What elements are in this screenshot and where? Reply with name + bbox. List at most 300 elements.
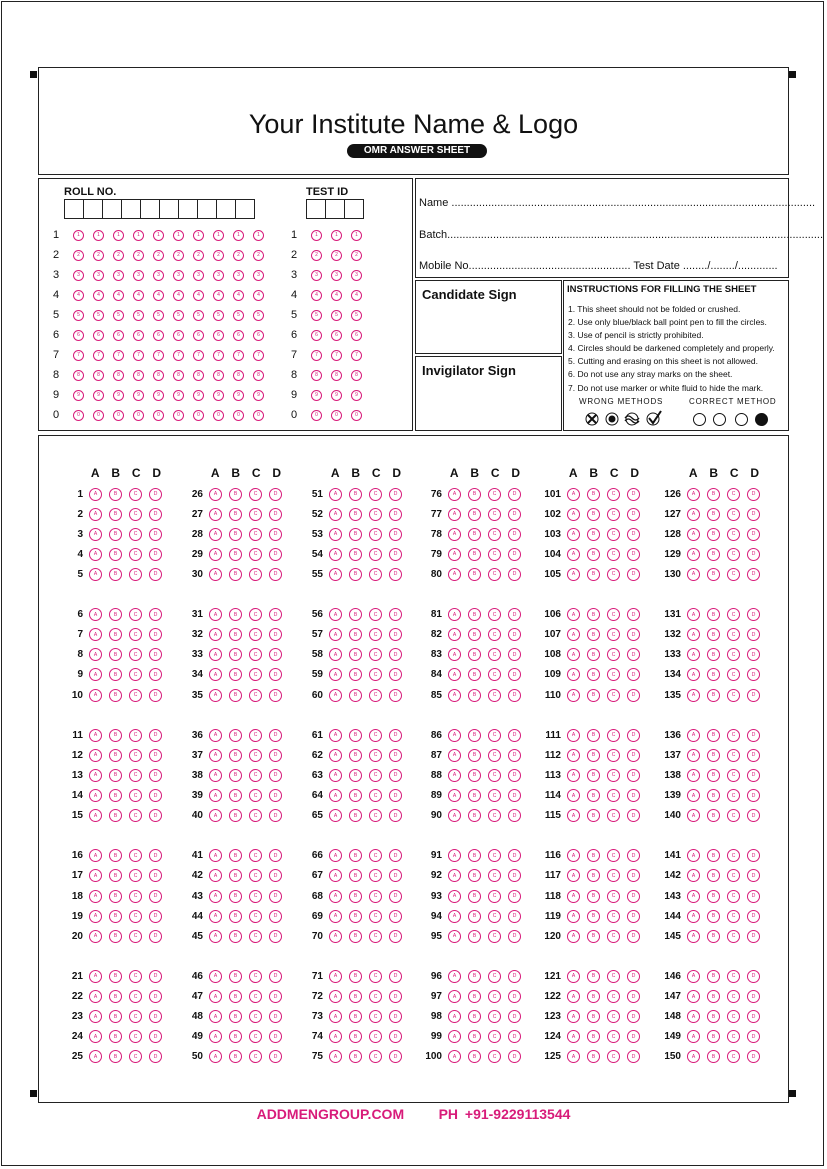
answer-bubble-c[interactable]: C: [488, 548, 501, 561]
answer-bubble-b[interactable]: B: [349, 689, 362, 702]
answer-bubble-d[interactable]: D: [627, 910, 640, 923]
answer-bubble-a[interactable]: A: [209, 628, 222, 641]
answer-bubble-a[interactable]: A: [687, 1030, 700, 1043]
answer-bubble-a[interactable]: A: [448, 1030, 461, 1043]
answer-bubble-d[interactable]: D: [508, 930, 521, 943]
answer-bubble-c[interactable]: C: [369, 488, 382, 501]
test-digit-bubble[interactable]: 4: [311, 290, 322, 301]
answer-bubble-d[interactable]: D: [627, 1050, 640, 1063]
answer-bubble-b[interactable]: B: [349, 628, 362, 641]
answer-bubble-d[interactable]: D: [149, 749, 162, 762]
answer-bubble-c[interactable]: C: [369, 769, 382, 782]
answer-bubble-a[interactable]: A: [329, 568, 342, 581]
answer-bubble-c[interactable]: C: [727, 1010, 740, 1023]
answer-bubble-d[interactable]: D: [747, 890, 760, 903]
answer-bubble-c[interactable]: C: [727, 689, 740, 702]
roll-digit-bubble[interactable]: 9: [153, 390, 164, 401]
candidate-sign-box[interactable]: [415, 280, 562, 354]
answer-bubble-d[interactable]: D: [389, 1010, 402, 1023]
answer-bubble-b[interactable]: B: [229, 568, 242, 581]
answer-bubble-c[interactable]: C: [249, 548, 262, 561]
answer-bubble-b[interactable]: B: [349, 648, 362, 661]
roll-digit-bubble[interactable]: 4: [253, 290, 264, 301]
answer-bubble-a[interactable]: A: [209, 910, 222, 923]
answer-bubble-c[interactable]: C: [129, 890, 142, 903]
answer-bubble-c[interactable]: C: [607, 628, 620, 641]
roll-digit-bubble[interactable]: 4: [233, 290, 244, 301]
answer-bubble-b[interactable]: B: [468, 809, 481, 822]
answer-bubble-a[interactable]: A: [89, 1050, 102, 1063]
answer-bubble-a[interactable]: A: [448, 869, 461, 882]
answer-bubble-b[interactable]: B: [587, 869, 600, 882]
answer-bubble-a[interactable]: A: [89, 990, 102, 1003]
roll-digit-bubble[interactable]: 9: [173, 390, 184, 401]
roll-digit-bubble[interactable]: 7: [113, 350, 124, 361]
answer-bubble-d[interactable]: D: [508, 508, 521, 521]
answer-bubble-d[interactable]: D: [627, 548, 640, 561]
test-digit-bubble[interactable]: 8: [351, 370, 362, 381]
answer-bubble-b[interactable]: B: [707, 568, 720, 581]
answer-bubble-c[interactable]: C: [369, 930, 382, 943]
test-digit-bubble[interactable]: 5: [311, 310, 322, 321]
answer-bubble-b[interactable]: B: [349, 869, 362, 882]
answer-bubble-a[interactable]: A: [209, 990, 222, 1003]
answer-bubble-c[interactable]: C: [488, 668, 501, 681]
answer-bubble-a[interactable]: A: [687, 1050, 700, 1063]
answer-bubble-d[interactable]: D: [508, 528, 521, 541]
answer-bubble-d[interactable]: D: [269, 849, 282, 862]
answer-bubble-c[interactable]: C: [249, 1030, 262, 1043]
answer-bubble-b[interactable]: B: [468, 628, 481, 641]
answer-bubble-a[interactable]: A: [567, 689, 580, 702]
answer-bubble-c[interactable]: C: [607, 970, 620, 983]
answer-bubble-d[interactable]: D: [149, 990, 162, 1003]
answer-bubble-b[interactable]: B: [707, 689, 720, 702]
answer-bubble-c[interactable]: C: [607, 548, 620, 561]
answer-bubble-b[interactable]: B: [109, 1030, 122, 1043]
answer-bubble-d[interactable]: D: [269, 608, 282, 621]
answer-bubble-b[interactable]: B: [468, 1010, 481, 1023]
answer-bubble-a[interactable]: A: [329, 749, 342, 762]
answer-bubble-d[interactable]: D: [508, 990, 521, 1003]
answer-bubble-b[interactable]: B: [468, 729, 481, 742]
answer-bubble-b[interactable]: B: [587, 568, 600, 581]
answer-bubble-b[interactable]: B: [707, 608, 720, 621]
roll-digit-bubble[interactable]: 2: [253, 250, 264, 261]
roll-digit-bubble[interactable]: 9: [133, 390, 144, 401]
roll-digit-bubble[interactable]: 5: [113, 310, 124, 321]
answer-bubble-c[interactable]: C: [249, 568, 262, 581]
answer-bubble-b[interactable]: B: [707, 970, 720, 983]
roll-digit-box[interactable]: [140, 199, 160, 219]
answer-bubble-a[interactable]: A: [209, 568, 222, 581]
answer-bubble-c[interactable]: C: [369, 608, 382, 621]
answer-bubble-a[interactable]: A: [89, 1010, 102, 1023]
answer-bubble-b[interactable]: B: [707, 890, 720, 903]
name-field[interactable]: Name .......................................................................................................................: [419, 197, 816, 209]
answer-bubble-d[interactable]: D: [269, 869, 282, 882]
answer-bubble-d[interactable]: D: [149, 628, 162, 641]
answer-bubble-a[interactable]: A: [329, 648, 342, 661]
answer-bubble-c[interactable]: C: [607, 890, 620, 903]
answer-bubble-c[interactable]: C: [488, 1050, 501, 1063]
answer-bubble-d[interactable]: D: [627, 809, 640, 822]
roll-digit-bubble[interactable]: 3: [213, 270, 224, 281]
answer-bubble-c[interactable]: C: [129, 488, 142, 501]
answer-bubble-a[interactable]: A: [89, 769, 102, 782]
answer-bubble-c[interactable]: C: [488, 608, 501, 621]
answer-bubble-d[interactable]: D: [149, 890, 162, 903]
answer-bubble-d[interactable]: D: [389, 528, 402, 541]
answer-bubble-a[interactable]: A: [567, 869, 580, 882]
answer-bubble-c[interactable]: C: [129, 508, 142, 521]
answer-bubble-a[interactable]: A: [209, 769, 222, 782]
answer-bubble-a[interactable]: A: [448, 608, 461, 621]
answer-bubble-a[interactable]: A: [209, 749, 222, 762]
answer-bubble-c[interactable]: C: [727, 890, 740, 903]
answer-bubble-a[interactable]: A: [687, 508, 700, 521]
answer-bubble-d[interactable]: D: [269, 789, 282, 802]
answer-bubble-c[interactable]: C: [129, 749, 142, 762]
roll-digit-bubble[interactable]: 9: [253, 390, 264, 401]
roll-digit-bubble[interactable]: 5: [133, 310, 144, 321]
answer-bubble-d[interactable]: D: [269, 648, 282, 661]
answer-bubble-a[interactable]: A: [567, 809, 580, 822]
answer-bubble-d[interactable]: D: [627, 749, 640, 762]
answer-bubble-a[interactable]: A: [448, 668, 461, 681]
answer-bubble-b[interactable]: B: [109, 608, 122, 621]
test-digit-bubble[interactable]: 6: [351, 330, 362, 341]
answer-bubble-d[interactable]: D: [389, 749, 402, 762]
batch-field[interactable]: Batch...........................................................................................................................: [419, 229, 824, 241]
answer-bubble-b[interactable]: B: [468, 668, 481, 681]
answer-bubble-d[interactable]: D: [269, 1030, 282, 1043]
answer-bubble-c[interactable]: C: [249, 890, 262, 903]
answer-bubble-a[interactable]: A: [687, 970, 700, 983]
answer-bubble-a[interactable]: A: [567, 628, 580, 641]
roll-digit-bubble[interactable]: 2: [213, 250, 224, 261]
answer-bubble-c[interactable]: C: [129, 849, 142, 862]
roll-digit-bubble[interactable]: 7: [133, 350, 144, 361]
answer-bubble-a[interactable]: A: [567, 568, 580, 581]
answer-bubble-b[interactable]: B: [587, 668, 600, 681]
answer-bubble-a[interactable]: A: [687, 990, 700, 1003]
answer-bubble-a[interactable]: A: [567, 789, 580, 802]
answer-bubble-b[interactable]: B: [109, 749, 122, 762]
answer-bubble-b[interactable]: B: [587, 930, 600, 943]
answer-bubble-d[interactable]: D: [747, 729, 760, 742]
roll-digit-bubble[interactable]: 2: [233, 250, 244, 261]
answer-bubble-b[interactable]: B: [109, 789, 122, 802]
answer-bubble-d[interactable]: D: [149, 809, 162, 822]
answer-bubble-b[interactable]: B: [229, 488, 242, 501]
answer-bubble-c[interactable]: C: [727, 769, 740, 782]
answer-bubble-a[interactable]: A: [567, 608, 580, 621]
answer-bubble-d[interactable]: D: [627, 970, 640, 983]
answer-bubble-d[interactable]: D: [149, 769, 162, 782]
answer-bubble-d[interactable]: D: [747, 789, 760, 802]
answer-bubble-a[interactable]: A: [567, 1030, 580, 1043]
answer-bubble-d[interactable]: D: [269, 528, 282, 541]
answer-bubble-d[interactable]: D: [389, 729, 402, 742]
answer-bubble-b[interactable]: B: [468, 488, 481, 501]
test-digit-bubble[interactable]: 2: [331, 250, 342, 261]
answer-bubble-b[interactable]: B: [587, 648, 600, 661]
answer-bubble-d[interactable]: D: [389, 890, 402, 903]
answer-bubble-a[interactable]: A: [448, 568, 461, 581]
roll-digit-bubble[interactable]: 8: [93, 370, 104, 381]
answer-bubble-a[interactable]: A: [89, 608, 102, 621]
answer-bubble-d[interactable]: D: [627, 628, 640, 641]
answer-bubble-b[interactable]: B: [229, 890, 242, 903]
answer-bubble-d[interactable]: D: [269, 1050, 282, 1063]
answer-bubble-b[interactable]: B: [468, 508, 481, 521]
answer-bubble-b[interactable]: B: [229, 1050, 242, 1063]
roll-digit-bubble[interactable]: 4: [193, 290, 204, 301]
answer-bubble-c[interactable]: C: [129, 809, 142, 822]
roll-digit-bubble[interactable]: 7: [233, 350, 244, 361]
answer-bubble-c[interactable]: C: [129, 910, 142, 923]
roll-digit-bubble[interactable]: 0: [233, 410, 244, 421]
answer-bubble-b[interactable]: B: [707, 668, 720, 681]
answer-bubble-d[interactable]: D: [747, 849, 760, 862]
roll-digit-bubble[interactable]: 2: [193, 250, 204, 261]
answer-bubble-b[interactable]: B: [109, 528, 122, 541]
answer-bubble-d[interactable]: D: [389, 488, 402, 501]
answer-bubble-b[interactable]: B: [587, 689, 600, 702]
answer-bubble-d[interactable]: D: [269, 729, 282, 742]
answer-bubble-a[interactable]: A: [448, 809, 461, 822]
test-digit-bubble[interactable]: 6: [311, 330, 322, 341]
answer-bubble-a[interactable]: A: [209, 548, 222, 561]
answer-bubble-b[interactable]: B: [587, 1030, 600, 1043]
answer-bubble-b[interactable]: B: [468, 769, 481, 782]
answer-bubble-d[interactable]: D: [149, 648, 162, 661]
answer-bubble-d[interactable]: D: [627, 608, 640, 621]
answer-bubble-c[interactable]: C: [369, 990, 382, 1003]
answer-bubble-d[interactable]: D: [747, 990, 760, 1003]
answer-bubble-a[interactable]: A: [329, 628, 342, 641]
answer-bubble-b[interactable]: B: [587, 990, 600, 1003]
answer-bubble-c[interactable]: C: [488, 1030, 501, 1043]
answer-bubble-d[interactable]: D: [747, 488, 760, 501]
answer-bubble-c[interactable]: C: [488, 849, 501, 862]
answer-bubble-a[interactable]: A: [687, 729, 700, 742]
answer-bubble-d[interactable]: D: [508, 849, 521, 862]
roll-digit-bubble[interactable]: 3: [233, 270, 244, 281]
roll-digit-bubble[interactable]: 2: [133, 250, 144, 261]
answer-bubble-c[interactable]: C: [249, 488, 262, 501]
answer-bubble-c[interactable]: C: [129, 568, 142, 581]
answer-bubble-a[interactable]: A: [209, 930, 222, 943]
answer-bubble-c[interactable]: C: [488, 648, 501, 661]
roll-digit-bubble[interactable]: 3: [253, 270, 264, 281]
answer-bubble-b[interactable]: B: [707, 1050, 720, 1063]
answer-bubble-a[interactable]: A: [89, 568, 102, 581]
roll-digit-bubble[interactable]: 0: [173, 410, 184, 421]
answer-bubble-c[interactable]: C: [727, 668, 740, 681]
answer-bubble-b[interactable]: B: [229, 548, 242, 561]
answer-bubble-c[interactable]: C: [369, 668, 382, 681]
answer-bubble-b[interactable]: B: [229, 528, 242, 541]
answer-bubble-a[interactable]: A: [687, 668, 700, 681]
answer-bubble-c[interactable]: C: [369, 628, 382, 641]
test-id-digit-box[interactable]: [344, 199, 364, 219]
answer-bubble-a[interactable]: A: [329, 729, 342, 742]
answer-bubble-a[interactable]: A: [687, 568, 700, 581]
answer-bubble-d[interactable]: D: [747, 508, 760, 521]
answer-bubble-d[interactable]: D: [508, 488, 521, 501]
answer-bubble-c[interactable]: C: [369, 1050, 382, 1063]
answer-bubble-b[interactable]: B: [109, 970, 122, 983]
answer-bubble-a[interactable]: A: [329, 1050, 342, 1063]
answer-bubble-a[interactable]: A: [448, 488, 461, 501]
roll-digit-bubble[interactable]: 4: [153, 290, 164, 301]
answer-bubble-a[interactable]: A: [89, 528, 102, 541]
roll-digit-bubble[interactable]: 6: [173, 330, 184, 341]
answer-bubble-b[interactable]: B: [587, 488, 600, 501]
answer-bubble-c[interactable]: C: [129, 990, 142, 1003]
answer-bubble-c[interactable]: C: [249, 930, 262, 943]
answer-bubble-b[interactable]: B: [587, 548, 600, 561]
answer-bubble-a[interactable]: A: [329, 849, 342, 862]
answer-bubble-b[interactable]: B: [468, 749, 481, 762]
answer-bubble-d[interactable]: D: [508, 729, 521, 742]
answer-bubble-a[interactable]: A: [209, 488, 222, 501]
answer-bubble-d[interactable]: D: [149, 568, 162, 581]
answer-bubble-c[interactable]: C: [488, 628, 501, 641]
answer-bubble-b[interactable]: B: [468, 689, 481, 702]
answer-bubble-b[interactable]: B: [468, 910, 481, 923]
answer-bubble-b[interactable]: B: [229, 930, 242, 943]
answer-bubble-a[interactable]: A: [448, 548, 461, 561]
answer-bubble-c[interactable]: C: [488, 789, 501, 802]
roll-digit-box[interactable]: [83, 199, 103, 219]
roll-digit-bubble[interactable]: 8: [253, 370, 264, 381]
answer-bubble-a[interactable]: A: [448, 689, 461, 702]
roll-digit-box[interactable]: [235, 199, 255, 219]
answer-bubble-b[interactable]: B: [468, 648, 481, 661]
answer-bubble-c[interactable]: C: [607, 869, 620, 882]
answer-bubble-a[interactable]: A: [89, 508, 102, 521]
answer-bubble-a[interactable]: A: [448, 729, 461, 742]
answer-bubble-d[interactable]: D: [747, 910, 760, 923]
roll-digit-bubble[interactable]: 5: [93, 310, 104, 321]
answer-bubble-b[interactable]: B: [468, 789, 481, 802]
answer-bubble-c[interactable]: C: [129, 729, 142, 742]
answer-bubble-c[interactable]: C: [249, 528, 262, 541]
answer-bubble-c[interactable]: C: [607, 508, 620, 521]
answer-bubble-c[interactable]: C: [369, 568, 382, 581]
answer-bubble-c[interactable]: C: [249, 508, 262, 521]
answer-bubble-c[interactable]: C: [129, 789, 142, 802]
roll-digit-bubble[interactable]: 6: [233, 330, 244, 341]
roll-digit-bubble[interactable]: 2: [113, 250, 124, 261]
answer-bubble-a[interactable]: A: [209, 849, 222, 862]
answer-bubble-c[interactable]: C: [488, 990, 501, 1003]
answer-bubble-a[interactable]: A: [567, 990, 580, 1003]
answer-bubble-b[interactable]: B: [587, 729, 600, 742]
answer-bubble-b[interactable]: B: [109, 1010, 122, 1023]
answer-bubble-c[interactable]: C: [727, 809, 740, 822]
answer-bubble-d[interactable]: D: [149, 970, 162, 983]
answer-bubble-c[interactable]: C: [727, 749, 740, 762]
answer-bubble-d[interactable]: D: [508, 648, 521, 661]
answer-bubble-b[interactable]: B: [349, 789, 362, 802]
answer-bubble-b[interactable]: B: [587, 970, 600, 983]
answer-bubble-c[interactable]: C: [607, 789, 620, 802]
answer-bubble-d[interactable]: D: [508, 668, 521, 681]
roll-digit-bubble[interactable]: 0: [73, 410, 84, 421]
answer-bubble-c[interactable]: C: [488, 769, 501, 782]
answer-bubble-d[interactable]: D: [508, 1010, 521, 1023]
answer-bubble-a[interactable]: A: [209, 970, 222, 983]
roll-digit-bubble[interactable]: 8: [113, 370, 124, 381]
roll-digit-bubble[interactable]: 1: [153, 230, 164, 241]
answer-bubble-d[interactable]: D: [269, 548, 282, 561]
roll-digit-box[interactable]: [159, 199, 179, 219]
answer-bubble-a[interactable]: A: [567, 1050, 580, 1063]
answer-bubble-d[interactable]: D: [269, 809, 282, 822]
answer-bubble-d[interactable]: D: [747, 668, 760, 681]
answer-bubble-a[interactable]: A: [448, 789, 461, 802]
answer-bubble-d[interactable]: D: [627, 930, 640, 943]
answer-bubble-c[interactable]: C: [249, 849, 262, 862]
answer-bubble-b[interactable]: B: [349, 1050, 362, 1063]
answer-bubble-d[interactable]: D: [389, 608, 402, 621]
answer-bubble-c[interactable]: C: [488, 809, 501, 822]
answer-bubble-a[interactable]: A: [209, 1010, 222, 1023]
answer-bubble-b[interactable]: B: [587, 809, 600, 822]
answer-bubble-c[interactable]: C: [249, 809, 262, 822]
answer-bubble-b[interactable]: B: [707, 990, 720, 1003]
answer-bubble-c[interactable]: C: [488, 1010, 501, 1023]
roll-digit-bubble[interactable]: 3: [93, 270, 104, 281]
roll-digit-bubble[interactable]: 6: [133, 330, 144, 341]
answer-bubble-c[interactable]: C: [369, 648, 382, 661]
answer-bubble-b[interactable]: B: [707, 628, 720, 641]
answer-bubble-b[interactable]: B: [229, 668, 242, 681]
test-digit-bubble[interactable]: 5: [331, 310, 342, 321]
roll-digit-bubble[interactable]: 0: [153, 410, 164, 421]
answer-bubble-b[interactable]: B: [349, 548, 362, 561]
roll-digit-bubble[interactable]: 3: [153, 270, 164, 281]
answer-bubble-a[interactable]: A: [209, 869, 222, 882]
answer-bubble-c[interactable]: C: [727, 789, 740, 802]
answer-bubble-a[interactable]: A: [89, 970, 102, 983]
answer-bubble-d[interactable]: D: [627, 1030, 640, 1043]
answer-bubble-c[interactable]: C: [488, 910, 501, 923]
answer-bubble-d[interactable]: D: [508, 548, 521, 561]
roll-digit-bubble[interactable]: 5: [233, 310, 244, 321]
answer-bubble-c[interactable]: C: [249, 970, 262, 983]
answer-bubble-b[interactable]: B: [707, 548, 720, 561]
answer-bubble-a[interactable]: A: [687, 809, 700, 822]
answer-bubble-a[interactable]: A: [89, 849, 102, 862]
answer-bubble-a[interactable]: A: [329, 789, 342, 802]
answer-bubble-d[interactable]: D: [149, 488, 162, 501]
answer-bubble-a[interactable]: A: [209, 528, 222, 541]
answer-bubble-d[interactable]: D: [389, 769, 402, 782]
invigilator-sign-box[interactable]: [415, 356, 562, 431]
roll-digit-box[interactable]: [197, 199, 217, 219]
answer-bubble-d[interactable]: D: [149, 789, 162, 802]
test-digit-bubble[interactable]: 4: [351, 290, 362, 301]
answer-bubble-a[interactable]: A: [89, 789, 102, 802]
answer-bubble-d[interactable]: D: [508, 789, 521, 802]
answer-bubble-b[interactable]: B: [587, 1050, 600, 1063]
answer-bubble-c[interactable]: C: [369, 869, 382, 882]
